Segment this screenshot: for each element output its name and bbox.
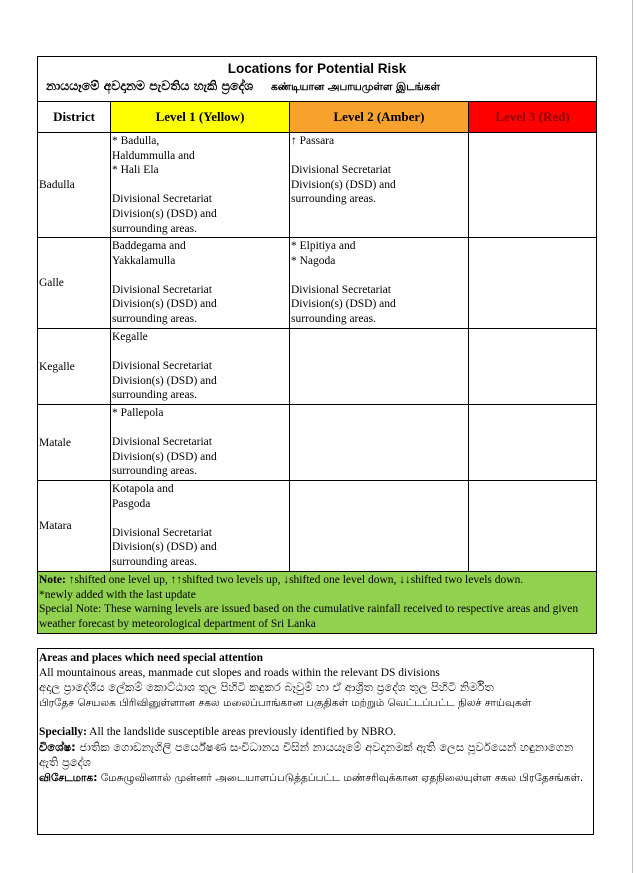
attention-tamil: பிரதேச செயலக பிரிவினுள்ளான சகல மலைப்பாங்கான பகுதிகள் மற்றும் வெட்டப்பட்ட நிலச் சாய்வுகள் xyxy=(39,696,532,709)
cell-line: * Nagoda xyxy=(291,254,336,267)
level1-cell xyxy=(111,238,290,329)
title-cell xyxy=(38,57,597,102)
cell-line: Kegalle xyxy=(112,331,148,343)
table-row xyxy=(38,133,597,238)
level1-cell xyxy=(111,329,290,405)
table-row xyxy=(38,329,597,405)
attention-tamil-specially: விசேடமாக: மேசுழுவினால் முன்னர் அடையாளப்படுத்தப்பட்ட மண்சரிவுக்கான ஏதநிலையுள்ள சகல பிரதேசங்கள். xyxy=(39,771,584,784)
header-level1: Level 1 (Yellow) xyxy=(111,102,290,133)
cell-line: Division(s) (DSD) and xyxy=(112,450,217,463)
cell-line: surrounding areas. xyxy=(112,555,197,568)
cell-line: Divisional Secretariat xyxy=(291,164,391,177)
cell-line: * Elpitiya and xyxy=(291,240,356,252)
cell-line: Pasgoda xyxy=(112,497,151,510)
table-row xyxy=(38,238,597,329)
note-legend: Note: ↑shifted one level up, ↑↑shifted two levels up, ↓shifted one level down, ↓↓shifted two levels down. xyxy=(39,574,524,586)
title-local xyxy=(38,78,596,94)
header-level3: Level 3 (Red) xyxy=(469,102,597,133)
notes-cell xyxy=(38,572,597,634)
level2-cell xyxy=(290,238,469,329)
level1-cell xyxy=(111,405,290,481)
header-level2: Level 2 (Amber) xyxy=(290,102,469,133)
cell-line: Divisional Secretariat xyxy=(112,283,212,296)
cell-line: Kotapola and xyxy=(112,483,174,495)
cell-line: Division(s) (DSD) and xyxy=(112,541,217,554)
cell-line: Baddegama and xyxy=(112,240,186,252)
level3-cell xyxy=(469,238,597,329)
attention-english: All mountainous areas, manmade cut slopes and roads within the relevant DS divisions xyxy=(39,666,440,679)
risk-table xyxy=(37,56,597,634)
special-attention-box xyxy=(37,648,594,835)
level3-cell xyxy=(469,329,597,405)
title-tamil: கண்டியான அபாயமுள்ள இடங்கள் xyxy=(271,81,440,93)
level3-cell xyxy=(469,481,597,572)
level2-cell xyxy=(290,481,469,572)
level3-cell xyxy=(469,133,597,238)
cell-line: * Badulla, xyxy=(112,135,160,147)
district-cell: Kegalle xyxy=(38,329,111,405)
cell-line: surrounding areas. xyxy=(291,193,376,206)
attention-visesha: විශේෂ: ජාතික ගොඩනැගිලි පර්යේෂණ සංවිධානය විසින් නායයෑමේ අවදානමක් ඇති ලෙස පූර්වයෙන් හඳුනාගෙන ඇති ප්‍රදේශ xyxy=(39,739,574,770)
level1-cell xyxy=(111,133,290,238)
attention-heading: Areas and places which need special attention xyxy=(39,652,264,664)
page-edge-line xyxy=(632,0,633,873)
cell-line: surrounding areas. xyxy=(112,389,197,402)
cell-line: Division(s) (DSD) and xyxy=(112,298,217,311)
cell-line: Division(s) (DSD) and xyxy=(291,178,396,191)
district-cell: Matara xyxy=(38,481,111,572)
level1-cell xyxy=(111,481,290,572)
cell-line: Divisional Secretariat xyxy=(112,360,212,373)
level2-cell xyxy=(290,405,469,481)
cell-line: * Pallepola xyxy=(112,407,164,419)
attention-specially: Specially: All the landslide susceptible areas previously identified by NBRO. xyxy=(39,726,397,739)
cell-line: Division(s) (DSD) and xyxy=(112,207,217,220)
district-cell: Galle xyxy=(38,238,111,329)
cell-line: Divisional Secretariat xyxy=(112,193,212,206)
district-cell: Matale xyxy=(38,405,111,481)
attention-sinhala: අදාල ප්‍රාදේශීය ලේකම් කොට්ඨාශ තුල පිහිටි කඳුකර බෑවුම් හා ඒ ආශ්‍රිත ප්‍රදේශ තුල පිහිටි නිර්මිත xyxy=(39,680,494,695)
cell-line: Division(s) (DSD) and xyxy=(112,374,217,387)
cell-line: Divisional Secretariat xyxy=(291,283,391,296)
title-row xyxy=(38,57,597,102)
notes-row xyxy=(38,572,597,634)
cell-line: Division(s) (DSD) and xyxy=(291,298,396,311)
level3-cell xyxy=(469,405,597,481)
cell-line: surrounding areas. xyxy=(112,222,197,235)
note-special: Special Note: These warning levels are issued based on the cumulative rainfall received to respective areas and given weather forecast by meteorological department of Sri Lanka xyxy=(39,603,579,630)
level2-cell xyxy=(290,329,469,405)
title-english: Locations for Potential Risk xyxy=(227,61,407,76)
cell-line: surrounding areas. xyxy=(112,465,197,478)
cell-line: * Hali Ela xyxy=(112,164,159,177)
cell-line: Divisional Secretariat xyxy=(112,526,212,539)
header-district: District xyxy=(38,102,111,133)
cell-line: Divisional Secretariat xyxy=(112,436,212,449)
cell-line: ↑ Passara xyxy=(291,135,335,147)
table-row xyxy=(38,481,597,572)
header-row xyxy=(38,102,597,133)
cell-line: Haldummulla and xyxy=(112,149,195,162)
cell-line: Yakkalamulla xyxy=(112,254,176,267)
title-sinhala: නායයෑමේ අවදානම පැවතිය හැකි ප්‍රදේශ xyxy=(46,78,254,93)
cell-line: surrounding areas. xyxy=(112,312,197,325)
table-row xyxy=(38,405,597,481)
cell-line: surrounding areas. xyxy=(291,312,376,325)
note-newly-added: *newly added with the last update xyxy=(39,588,196,601)
level2-cell xyxy=(290,133,469,238)
district-cell: Badulla xyxy=(38,133,111,238)
